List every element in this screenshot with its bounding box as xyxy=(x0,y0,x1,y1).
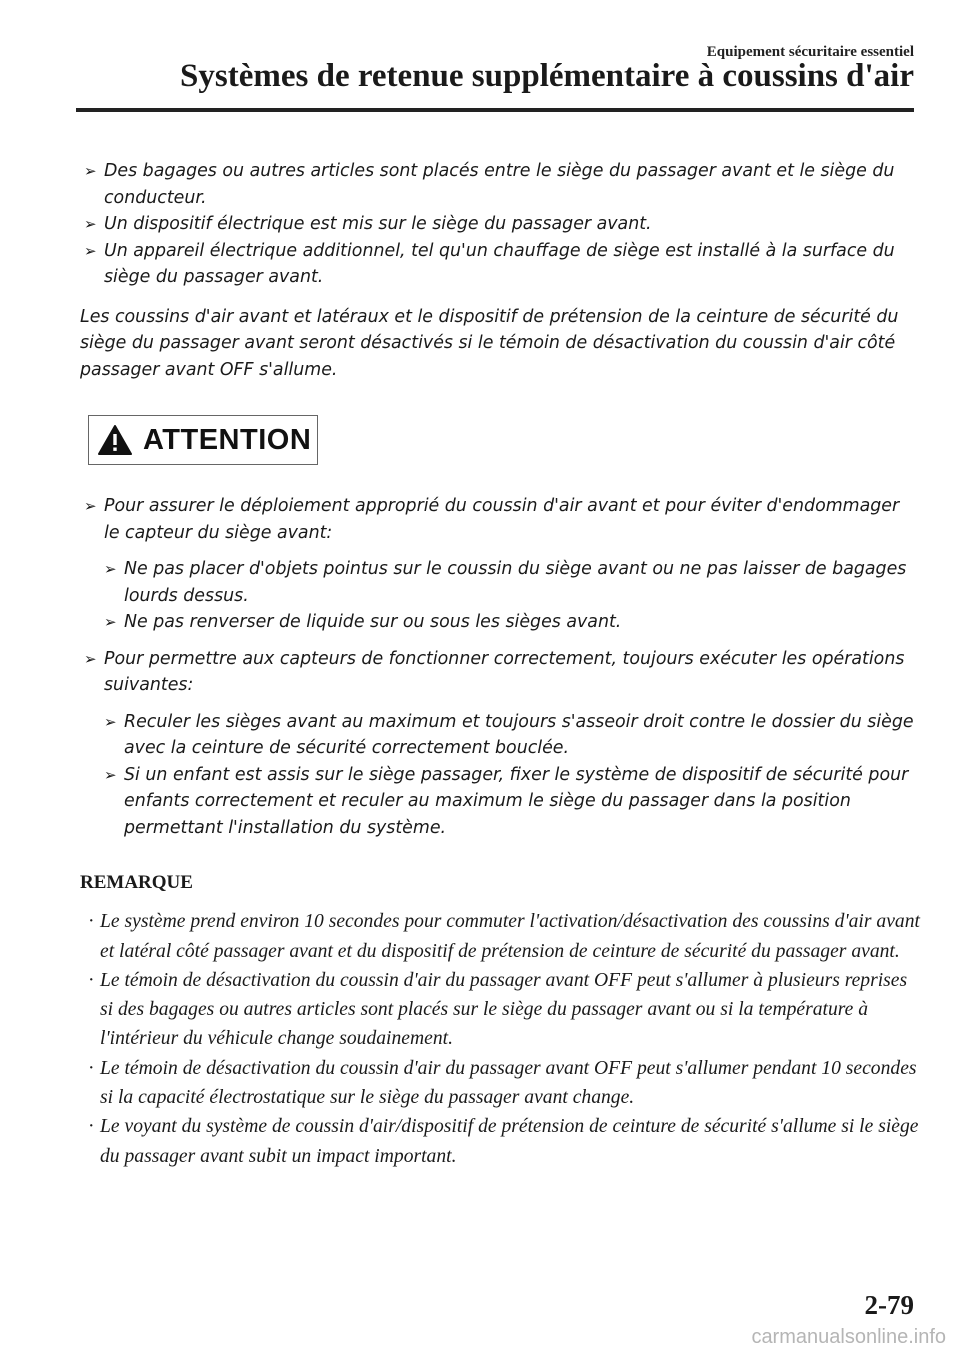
remark-section xyxy=(80,868,920,1171)
attention-item: ➢ Pour assurer le déploiement approprié du coussin d'air avant et pour éviter d'endommager le capteur du siège avant: xyxy=(80,493,920,546)
remark-item: · Le système prend environ 10 secondes pour commuter l'activation/désactivation des coussins d'air avant et latéral côté passager avant et du dispositif de prétension de ceinture de sécurité du passager avant. xyxy=(80,907,920,966)
attention-item: ➢ Pour permettre aux capteurs de fonctionner correctement, toujours exécuter les opérations suivantes: xyxy=(80,646,920,699)
main-content xyxy=(80,158,920,841)
remark-item: · Le témoin de désactivation du coussin d'air du passager avant OFF peut s'allumer pendant 10 secondes si la capacité électrostatique sur le siège du passager avant change. xyxy=(80,1054,920,1113)
arrow-bullet-icon: ➢ xyxy=(84,162,97,180)
arrow-bullet-icon: ➢ xyxy=(84,649,97,668)
attention-subitem: ➢ Reculer les sièges avant au maximum et toujours s'asseoir droit contre le dossier du siège avec la ceinture de sécurité correctement bouclée. xyxy=(100,709,920,762)
page-number: 2-79 xyxy=(864,1290,914,1320)
warning-triangle-icon xyxy=(97,424,133,456)
attention-subitem: ➢ Si un enfant est assis sur le siège passager, fixer le système de dispositif de sécurité pour enfants correctement et reculer au maximum le siège du passager dans la position permettant l'installation du système. xyxy=(100,762,920,842)
watermark: carmanualsonline.info xyxy=(751,1326,946,1348)
remark-title: REMARQUE xyxy=(80,872,193,893)
section-header: Equipement sécuritaire essentiel xyxy=(706,44,914,60)
arrow-bullet-icon: ➢ xyxy=(84,241,97,260)
attention-subitem: ➢ Ne pas renverser de liquide sur ou sous les sièges avant. xyxy=(100,609,920,636)
body-paragraph: Les coussins d'air avant et latéraux et le dispositif de prétension de la ceinture de sécurité du siège du passager avant seront désactivés si le témoin de désactivation du coussin d'air côté passager avant OFF s'allume. xyxy=(80,306,899,380)
header-divider xyxy=(76,108,914,112)
intro-bullet: ➢ Un dispositif électrique est mis sur le siège du passager avant. xyxy=(80,211,920,238)
arrow-bullet-icon: ➢ xyxy=(104,712,117,731)
intro-bullet: ➢ Un appareil électrique additionnel, tel qu'un chauffage de siège est installé à la surface du siège du passager avant. xyxy=(80,238,920,291)
attention-label: ATTENTION xyxy=(143,423,312,456)
arrow-bullet-icon: ➢ xyxy=(104,613,117,631)
page-title: Systèmes de retenue supplémentaire à coussins d'air xyxy=(180,58,914,94)
remark-item: · Le témoin de désactivation du coussin d'air du passager avant OFF peut s'allumer à plusieurs reprises si des bagages ou autres articles sont placés sur le siège du passager avant ou si la température à l'intérieur du véhicule change soudainement. xyxy=(80,966,920,1054)
arrow-bullet-icon: ➢ xyxy=(84,215,97,233)
dot-bullet-icon: · xyxy=(88,1057,95,1079)
arrow-bullet-icon: ➢ xyxy=(84,497,97,515)
attention-subitem: ➢ Ne pas placer d'objets pointus sur le coussin du siège avant ou ne pas laisser de bagages lourds dessus. xyxy=(100,556,920,609)
dot-bullet-icon: · xyxy=(88,911,95,933)
attention-box xyxy=(88,415,318,465)
dot-bullet-icon: · xyxy=(88,1116,95,1138)
remark-item: · Le voyant du système de coussin d'air/dispositif de prétension de ceinture de sécurité s'allume si le siège du passager avant subit un impact important. xyxy=(80,1112,920,1171)
intro-bullet: ➢ Des bagages ou autres articles sont placés entre le siège du passager avant et le siège du conducteur. xyxy=(80,158,920,211)
arrow-bullet-icon: ➢ xyxy=(104,765,117,784)
dot-bullet-icon: · xyxy=(88,969,95,991)
arrow-bullet-icon: ➢ xyxy=(104,560,117,578)
